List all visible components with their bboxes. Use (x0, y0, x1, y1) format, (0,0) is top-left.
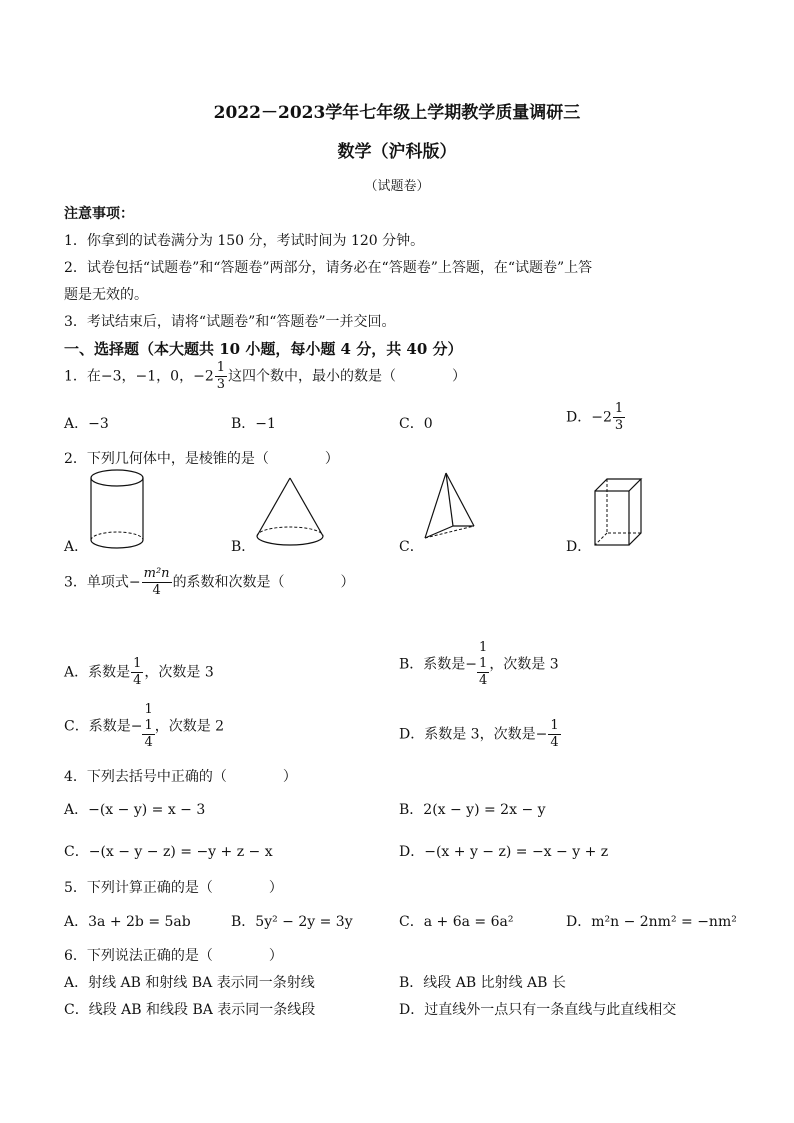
q1-d-fraction (613, 401, 625, 434)
q3-b-fraction (477, 656, 489, 689)
q4-option-d: D．−(x + y − z) = −x − y + z (399, 844, 609, 860)
q3-option-d (399, 718, 562, 751)
q3-d-num: 1 (550, 718, 559, 733)
cylinder-figure (86, 468, 148, 554)
note-item-3: 3．考试结束后，请将“试题卷”和“答题卷”一并交回。 (64, 314, 396, 330)
q3-d-fraction (548, 718, 560, 751)
q5-option-c: C．a + 6a = 6a² (399, 914, 514, 930)
q3-option-a (64, 656, 214, 689)
question-6-stem: 6．下列说法正确的是（ ） (64, 948, 283, 964)
q3-b-den: 4 (479, 673, 488, 688)
q1-option-c: C．0 (399, 416, 433, 432)
q3-a-den: 4 (133, 673, 142, 688)
q2-option-b: B． (231, 539, 256, 555)
q1-stem-prefix: 1．在−3，−1，0，−2 (64, 368, 214, 385)
q6-option-b: B．线段 AB 比射线 AB 长 (399, 975, 566, 991)
q6-option-c: C．线段 AB 和线段 BA 表示同一条线段 (64, 1002, 316, 1018)
q5-option-a: A．3a + 2b = 5ab (64, 914, 191, 930)
q3-option-c (64, 702, 224, 751)
question-5-stem: 5．下列计算正确的是（ ） (64, 880, 283, 896)
q3-c-suffix: ，次数是 2 (154, 718, 225, 735)
q1-stem-suffix: 这四个数中，最小的数是（ ） (228, 368, 467, 385)
q4-option-b: B．2(x − y) = 2x − y (399, 802, 546, 818)
q3-a-num: 1 (133, 656, 142, 671)
q3-c-prefix: C．系数是− (64, 718, 143, 735)
q1-option-b: B．−1 (231, 416, 276, 432)
q1-frac-den: 3 (216, 377, 226, 392)
q3-b-suffix: ，次数是 3 (489, 656, 559, 673)
note-item-1: 1．你拿到的试卷满分为 150 分，考试时间为 120 分钟。 (64, 233, 425, 249)
q3-c-stack (142, 702, 154, 751)
exam-subtitle: 数学（沪科版） (337, 142, 457, 162)
q3-b-prefix: B．系数是− (399, 656, 478, 673)
q3-a-prefix: A．系数是 (64, 664, 131, 681)
question-3-stem (64, 566, 355, 599)
q3-d-prefix: D．系数是 3，次数是− (399, 726, 548, 743)
q5-option-d: D．m²n − 2nm² = −nm² (566, 914, 737, 930)
q1-fraction (215, 360, 227, 393)
q3-b-stack (477, 640, 489, 689)
pyramid-figure (420, 470, 480, 546)
q3-a-fraction (131, 656, 143, 689)
question-4-stem: 4．下列去括号中正确的（ ） (64, 769, 297, 785)
q1-d-den: 3 (614, 418, 624, 433)
prism-figure (592, 476, 644, 548)
cone-figure (254, 474, 326, 554)
q6-option-d: D．过直线外一点只有一条直线与此直线相交 (399, 1002, 677, 1018)
section-heading: 一、选择题（本大题共 10 小题，每小题 4 分，共 40 分） (64, 340, 463, 358)
note-item-2-line-2: 题是无效的。 (64, 287, 148, 303)
q1-d-prefix: D．−2 (566, 409, 612, 426)
q3-b-num: 1 (479, 656, 488, 671)
q3-b-top: 1 (479, 640, 488, 655)
notes-heading: 注意事项： (64, 206, 134, 222)
q4-option-a: A．−(x − y) = x − 3 (64, 802, 206, 818)
exam-title: 2022－2023学年七年级上学期教学质量调研三 (213, 103, 581, 123)
q2-option-c: C． (399, 539, 424, 555)
q3-c-den: 4 (144, 735, 153, 750)
q3-c-top: 1 (144, 702, 153, 717)
q3-d-den: 4 (550, 735, 559, 750)
q2-option-d: D． (566, 539, 592, 555)
q3-c-fraction (142, 718, 154, 751)
q4-option-c: C．−(x − y − z) = −y + z − x (64, 844, 273, 860)
q1-frac-num: 1 (216, 360, 226, 375)
question-1-stem (64, 360, 466, 393)
q3-a-suffix: ，次数是 3 (144, 664, 214, 681)
q5-option-b: B．5y² − 2y = 3y (231, 914, 353, 930)
paper-type: （试题卷） (364, 179, 430, 194)
q3-option-b (399, 640, 559, 689)
q3-mono-den: 4 (152, 583, 161, 598)
question-2-stem: 2．下列几何体中，是棱锥的是（ ） (64, 451, 339, 467)
q1-option-d (566, 401, 626, 434)
q3-mono-num: m²n (143, 566, 170, 581)
q3-stem-suffix: 的系数和次数是（ ） (172, 574, 355, 591)
q6-option-a: A．射线 AB 和射线 BA 表示同一条射线 (64, 975, 315, 991)
q3-c-num: 1 (144, 718, 153, 733)
q3-stem-prefix: 3．单项式− (64, 574, 141, 591)
q3-monomial (142, 566, 172, 599)
note-item-2-line-1: 2．试卷包括“试题卷”和“答题卷”两部分，请务必在“答题卷”上答题，在“试题卷”上答 (64, 260, 593, 276)
q1-d-num: 1 (614, 401, 624, 416)
q2-option-a: A． (64, 539, 89, 555)
q1-option-a: A．−3 (64, 416, 109, 432)
